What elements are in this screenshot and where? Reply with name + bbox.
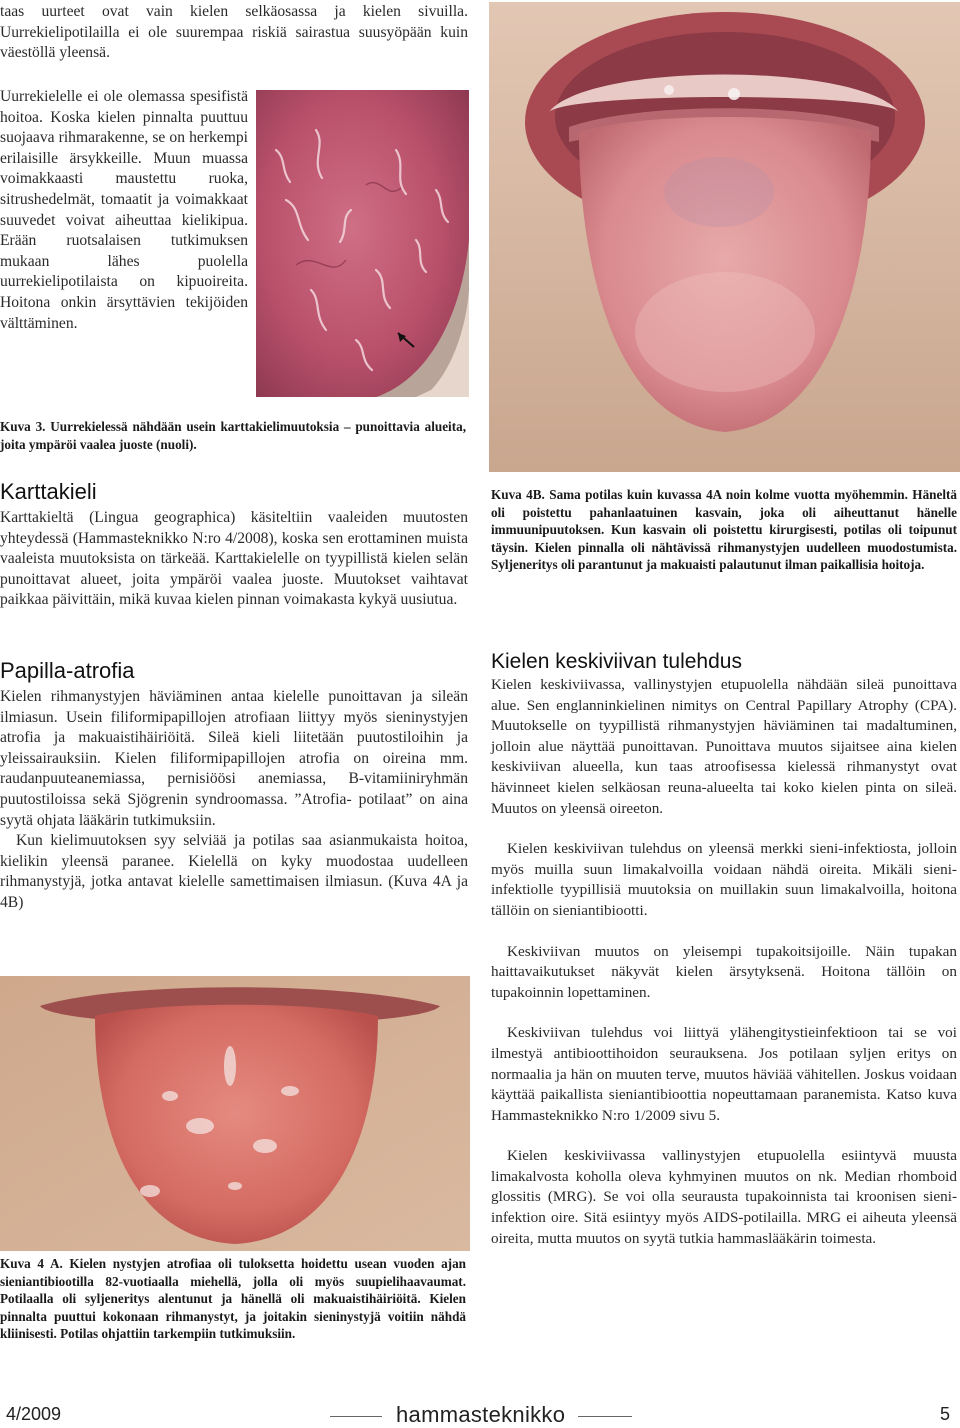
heading-papilla-atrofia: Papilla-atrofia (0, 658, 135, 683)
fissured-tongue-photo (256, 90, 469, 397)
section-keskiviiva (491, 649, 957, 1249)
section-papilla-atrofia (0, 657, 468, 914)
uurrekieli-treatment-text: Uurrekielelle ei ole olemassa spesifistä hoitoa. Koska kielen pinnalta puuttuu suojaava rihmarakenne, se on herkempi erilaisille ärsykkeille. Muun muassa voimakkaasti maustettu ruoka, sitrushedelmät, tomaatit ja voimakkaat suuvedet voivat aiheuttaa kielikipua. Erään ruotsalaisen tutkimuksen mukaan lähes puolella uurrekielipotilaista on kipuoireita. Hoitona onkin ärsyttävien tekijöiden välttäminen. (0, 88, 248, 332)
heading-karttakieli: Karttakieli (0, 479, 97, 504)
page-footer (0, 1400, 960, 1426)
karttakieli-paragraph: Karttakieltä (Lingua geographica) käsiteltiin vaaleiden muutosten yhteydessä (Hammasteknikko N:ro 4/2008), koska sen erottaminen muista vaaleista muutoksista on tärkeää. Karttakielelle on tyypillistä kielen selän punoittavat alueet, joita ympäröi vaalea juoste. Muutokset vaihtavat paikkaa päivittäin, mikä kuvaa kielen pinnan voimakasta kykyä uusiutua. (0, 509, 468, 609)
tongue-photo-4a (0, 976, 470, 1251)
page-number: 5 (940, 1404, 951, 1424)
footer-rule-left (330, 1416, 382, 1417)
intro-paragraph (0, 2, 468, 64)
keskiviiva-paragraph-5: Kielen keskiviivassa vallinystyjen etupuolella esiintyvä muusta limakalvosta koholla oleva kyhmyinen muutos on nk. Median rhomboid glossitis (MRG). Se voi olla seurausta tupakoinnista tai kroonisen sieni-infektion oire. Sitä esiintyy myös AIDS-potilailla. MRG ei aiheuta yleensä oireita, mutta muutos on syytä tutkia hammaslääkärin toimesta. (491, 1147, 957, 1247)
magazine-name: hammasteknikko (396, 1402, 566, 1427)
tongue-photo-4b (489, 2, 960, 472)
keskiviiva-paragraph-2: Kielen keskiviivan tulehdus on yleensä merkki sieni-infektiosta, jolloin myös muilla suun limakalvoilla voidaan nähdä oireita. Mikäli sieni-infektiolle tyypillisiä muutoksia on muillakin suun limakalvoilla, hoitona tällöin on sieniantibiootti. (491, 840, 957, 919)
caption-kuva-4b: Kuva 4B. Sama potilas kuin kuvassa 4A noin kolme vuotta myöhemmin. Häneltä oli poistettu pahanlaatuinen kasvain, joka oli aiheuttanut hänelle immuunipuutoksen. Kun kasvain oli poistettu kirurgisesti, potilas oli toipunut täysin. Kielen pinnalla oli nähtävissä rihmanystyjen uudelleen muodostumista. Syljeneritys oli parantunut ja makuaisti palautunut ilman paikallisia hoitoja. (491, 487, 957, 572)
papilla-paragraph-1: Kielen rihmanystyjen häviäminen antaa kielelle punoittavan ja sileän ilmiasun. Usein filiformipapillojen atrofiaan liittyy myös sieninystyjen atrofia ja makuaistihäiriöitä. Sileä kieli liitetään puutostiloihin ja yleissairauksiin. Kielen filiformipapillojen atrofia on oireina mm. raudanpuuteanemiassa, pernisiöösi anemiassa, B-vitamiiniryhmän puutostiloissa sekä Sjögrenin syndroomassa. ”Atrofia- potilaat” on aina syytä ohjata lääkärin tutkimuksiin. (0, 688, 468, 829)
issue-number: 4/2009 (6, 1404, 62, 1424)
keskiviiva-paragraph-4: Keskiviivan tulehdus voi liittyä ylähengitystieinfektioon tai se voi ilmestyä antibioottihoidon seurauksena. Jos potilaan syljen eritys on normaalia ja hän on muuten terve, muutos häviää vähitellen. Joskus voidaan käyttää paikallista sieniantibioottia nopeuttamaan paranemista. Katso kuva Hammasteknikko N:ro 1/2009 sivu 5. (491, 1024, 957, 1124)
keskiviiva-paragraph-1: Kielen keskiviivassa, vallinystyjen etupuolella nähdään sileä punoittava alue. Sen englanninkielinen nimitys on Central Papillary Atrophy (CPA). Muutokselle on tyypillistä rihmanystyjen häviäminen tai madaltuminen, jolloin alue näyttää punoittavan. Punoittava muutos sijaitsee aina kielen keskiviivan alueella, kun taas atroofisessa kielessä rihmanystyt ovat hävinneet kielen selkäosan reuna-alueelta tai koko kielen pinta on sileä. Muutos on yleensä oireeton. (491, 676, 957, 817)
caption-kuva-3: Kuva 3. Uurrekielessä nähdään usein karttakielimuutoksia – punoittavia alueita, joita ympäröi vaalea juoste (nuoli). (0, 419, 466, 452)
caption-kuva-4a: Kuva 4 A. Kielen nystyjen atrofiaa oli tuloksetta hoidettu usean vuoden ajan sieniantibiootilla 82-vuotiaalla miehellä, jolla oli myös suupielihaavaumat. Potilaalla oli syljeneritys alentunut ja hänellä oli makuaistihäiriöitä. Kielen pinnalta puuttui kokonaan rihmanystyt, ja joitakin sieninystyjä voitiin nähdä kliinisesti. Potilas ohjattiin tarkempiin tutkimuksiin. (0, 1256, 466, 1341)
keskiviiva-paragraph-3: Keskiviivan muutos on yleisempi tupakoitsijoille. Näin tupakan haittavaikutukset näkyvät kielen ärsytyksenä. Hoitona tällöin on tupakoinnin lopettaminen. (491, 942, 957, 1001)
papilla-paragraph-2: Kun kielimuutoksen syy selviää ja potilas saa asianmukaista hoitoa, kielikin yleensä paranee. Kielellä on kyky muodostaa uudelleen rihmanystyjä, jotka antavat kielelle samettimaisen ilmiasun. (Kuva 4A ja 4B) (0, 832, 468, 911)
section-karttakieli (0, 478, 468, 611)
footer-rule-right (578, 1416, 632, 1417)
heading-keskiviiva: Kielen keskiviivan tulehdus (491, 650, 742, 673)
intro-text: taas uurteet ovat vain kielen selkäosassa ja kielen sivuilla. Uurrekielipotilailla ei ole suurempaa riskiä sairastua suusyöpään kuin väestöllä yleensä. (0, 3, 468, 62)
uurrekieli-treatment-paragraph (0, 87, 248, 334)
